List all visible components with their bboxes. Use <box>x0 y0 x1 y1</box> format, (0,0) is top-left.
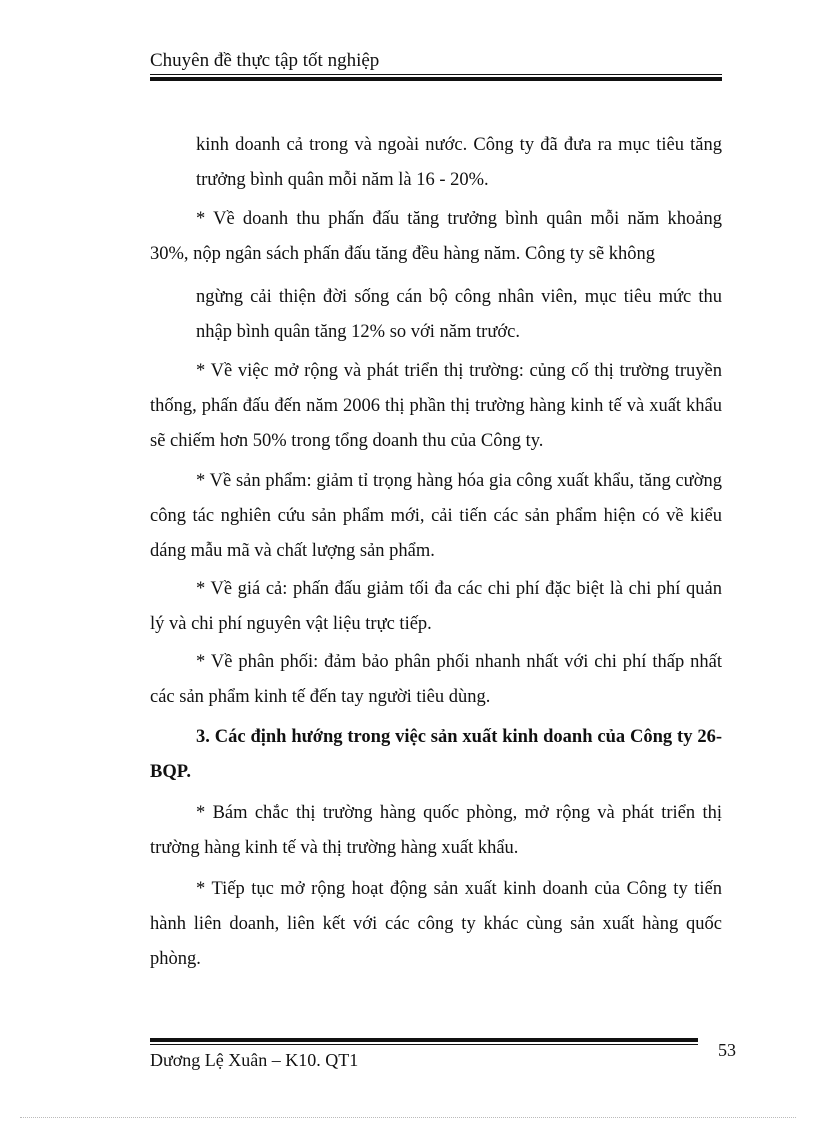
paragraph-6: * Về giá cả: phấn đấu giảm tối đa các chi phí đặc biệt là chi phí quản lý và chi phí nguyên vật liệu trực tiếp. <box>150 579 722 634</box>
header-title: Chuyên đề thực tập tốt nghiệp <box>150 50 380 71</box>
footer-rule-thick <box>150 1038 698 1042</box>
paragraph-7: * Về phân phối: đảm bảo phân phối nhanh nhất với chi phí thấp nhất các sản phẩm kinh tế đến tay người tiêu dùng. <box>150 652 722 707</box>
footer-rule-thin <box>150 1044 698 1045</box>
paragraph-4: * Về việc mở rộng và phát triển thị trường: củng cố thị trường truyền thống, phấn đấu đến năm 2006 thị phần thị trường hàng kinh tế và xuất khẩu sẽ chiếm hơn 50% trong tổng doanh thu của Công ty. <box>150 361 722 451</box>
section-heading: 3. Các định hướng trong việc sản xuất kinh doanh của Công ty 26-BQP. <box>150 727 722 782</box>
paragraph-1: kinh doanh cả trong và ngoài nước. Công ty đã đưa ra mục tiêu tăng trưởng bình quân mỗi năm là 16 - 20%. <box>196 135 722 190</box>
bottom-dotted-line <box>20 1117 796 1118</box>
header-rule-thin <box>150 74 722 75</box>
paragraph-3: ngừng cải thiện đời sống cán bộ công nhân viên, mục tiêu mức thu nhập bình quân tăng 12% so với năm trước. <box>196 287 722 342</box>
paragraph-8: * Bám chắc thị trường hàng quốc phòng, mở rộng và phát triển thị trường hàng kinh tế và thị trường hàng xuất khẩu. <box>150 803 722 858</box>
header-rule-thick <box>150 77 722 81</box>
footer-author: Dương Lệ Xuân – K10. QT1 <box>150 1050 359 1070</box>
paragraph-9: * Tiếp tục mở rộng hoạt động sản xuất kinh doanh của Công ty tiến hành liên doanh, liên kết với các công ty khác cùng sản xuất hàng quốc phòng. <box>150 879 722 969</box>
page-number: 53 <box>718 1040 736 1060</box>
paragraph-2: * Về doanh thu phấn đấu tăng trưởng bình quân mỗi năm khoảng 30%, nộp ngân sách phấn đấu tăng đều hàng năm. Công ty sẽ không <box>150 209 722 264</box>
paragraph-5: * Về sản phẩm: giảm tỉ trọng hàng hóa gia công xuất khẩu, tăng cường công tác nghiên cứu sản phẩm mới, cải tiến các sản phẩm hiện có về kiểu dáng mẫu mã và chất lượng sản phẩm. <box>150 471 722 561</box>
